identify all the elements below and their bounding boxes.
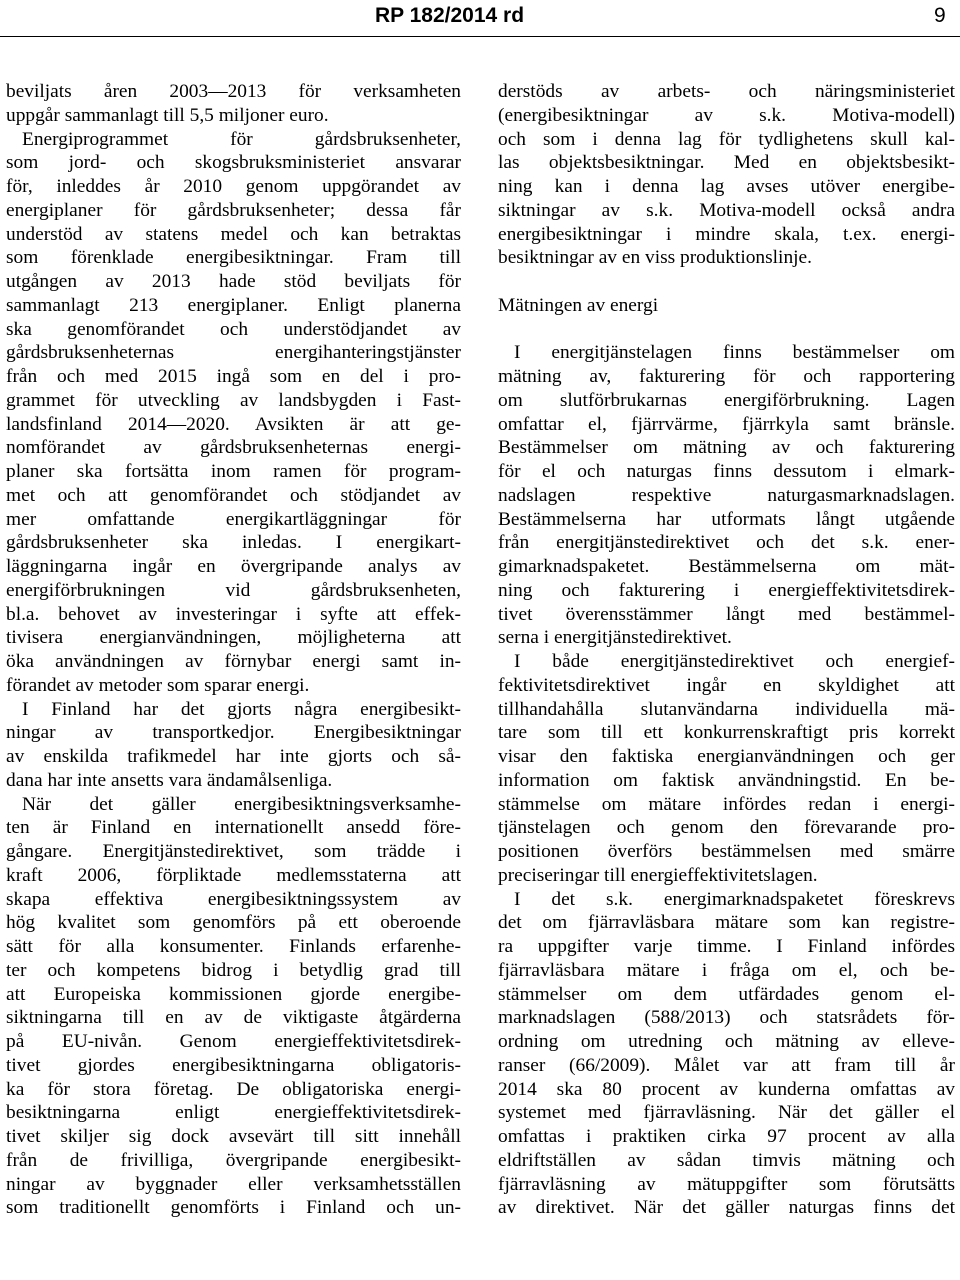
text-line: och som i denna lag för tydlighetens skull kal- <box>498 128 955 150</box>
text-line: utgången av 2013 hade stöd beviljats för <box>6 271 461 292</box>
text-line: tjänstelagen och genom den förevarande pro- <box>498 817 955 839</box>
text-line: fjärravläsbara mätare i fråga om el, och be- <box>498 959 955 981</box>
text-line: I både energitjänstedirektivet och energief- <box>514 651 955 672</box>
text-line: beviljats åren 2003—2013 för verksamheten <box>6 81 461 102</box>
text-line: gimarknadspaketet. Bestämmelserna om mät- <box>498 556 955 577</box>
text-line: av direktivet. När det gäller naturgas finns det <box>498 1197 955 1219</box>
text-line: fektivitetsdirektivet ingår en skyldighet att <box>498 674 955 696</box>
text-line: planer ska fortsätta inom ramen för program- <box>6 461 461 482</box>
header-rule <box>0 36 960 37</box>
text-line: gårdsbruksenheter ska inledas. I energikart- <box>6 532 461 554</box>
text-line: ra uppgifter varje timme. I Finland infördes <box>498 936 955 957</box>
text-line: I det s.k. energimarknadspaketet föreskrevs <box>514 888 955 910</box>
text-line: landsfinland 2014—2020. Avsikten är att ge- <box>6 413 461 435</box>
text-line: som jord- och skogsbruksministeriet ansvarar <box>6 152 461 174</box>
text-line: det om fjärravläsbara mätare som kan registre- <box>498 912 955 934</box>
text-line: tivet överensstämmer långt med bestämmel- <box>498 603 955 625</box>
text-line: omfattas i praktiken cirka 97 procent av alla <box>498 1126 955 1147</box>
text-line: hög kvalitet som genomförs på ett oberoende <box>6 912 461 934</box>
text-line: av enskilda trafikmedel har inte gjorts och så- <box>6 746 461 767</box>
text-line: öka användningen av förnybar energi samt in- <box>6 651 461 672</box>
document-title: RP 182/2014 rd <box>375 4 525 27</box>
text-line: ten är Finland en internationellt ansedd före- <box>6 817 461 839</box>
left-column <box>6 80 461 1280</box>
text-line: som förenklade energibesiktningar. Fram till <box>6 247 461 269</box>
text-line: las objektsbesiktningar. Med en objektsbesikt- <box>498 152 955 174</box>
text-line: Bestämmelser om mätning av och fakturering <box>498 437 955 459</box>
text-line: sätt för alla konsumenter. Finlands erfarenhe- <box>6 936 461 957</box>
text-line: att Europeiska kommissionen gjorde energibe- <box>6 983 461 1005</box>
text-line: på EU-nivån. Genom energieffektivitetsdirek- <box>6 1031 461 1052</box>
text-line: nadslagen respektive naturgasmarknadslagen. <box>498 484 955 506</box>
text-line: mätning av, fakturering för och rapportering <box>498 366 955 387</box>
text-line: understöd av statens medel och kan betraktas <box>6 223 461 245</box>
text-line: Energiprogrammet för gårdsbruksenheter, <box>22 128 461 150</box>
text-line: ning kan i denna lag avses utöver energibe- <box>498 176 955 197</box>
text-line: stämmelse om mätare infördes redan i energi- <box>498 793 955 815</box>
text-line: nomförandet av gårdsbruksenheternas energi- <box>6 437 461 459</box>
text-line: När det gäller energibesiktningsverksamhe- <box>22 793 461 815</box>
text-line: ningar av transportkedjor. Energibesiktningar <box>6 722 461 744</box>
text-line: gårdsbruksenheternas energihanteringstjänster <box>6 342 461 364</box>
text-line: ranser (66/2009). Målet var att fram till år <box>498 1054 955 1076</box>
text-line: energiförbrukningen vid gårdsbruksenheten, <box>6 579 461 601</box>
text-line: kraft 2006, förpliktade medlemsstaterna att <box>6 864 461 886</box>
text-line: tillhandahålla slutanvändarna individuella mä- <box>498 698 955 720</box>
text-line: siktningarna till en av de viktigaste åtgärderna <box>6 1007 461 1029</box>
text-line: grammet för utveckling av landsbygden i Fast- <box>6 389 461 411</box>
text-line: bl.a. behovet av investeringar i syfte att effek- <box>6 603 461 625</box>
text-line: från och med 2015 ingå som en del i pro- <box>6 366 461 387</box>
text-line: gångare. Energitjänstedirektivet, som trädde i <box>6 841 461 862</box>
text-line: tivet gjordes energibesiktningarna obligatoris- <box>6 1054 461 1076</box>
text-line: visar den faktiska energianvändningen och ger <box>498 746 955 767</box>
text-line: I energitjänstelagen finns bestämmelser om <box>514 342 955 364</box>
text-line: dana har inte ansetts vara ändamålsenliga. <box>6 769 333 791</box>
spacer <box>498 270 955 294</box>
section-heading: Mätningen av energi <box>498 294 659 316</box>
text-line: ningar av byggnader eller verksamhetsställen <box>6 1173 461 1195</box>
text-line: sammanlagt 213 energiplaner. Enligt planerna <box>6 294 461 316</box>
text-line: uppgår sammanlagt till 5,5 miljoner euro. <box>6 104 329 126</box>
text-line: ning och fakturering i energieffektivitetsdirek- <box>498 579 955 601</box>
text-line: energiplaner för gårdsbruksenheter; dessa får <box>6 199 461 221</box>
page-number: 9 <box>934 4 946 27</box>
text-line: serna i energitjänstedirektivet. <box>498 627 732 649</box>
text-line: Bestämmelserna har utformats långt utgående <box>498 508 955 530</box>
page-header <box>0 0 960 34</box>
text-line: positionen överförs bestämmelsen med smärre <box>498 841 955 862</box>
text-line: ska genomförandet och understödjandet av <box>6 318 461 340</box>
text-line: besiktningar av en viss produktionslinje. <box>498 247 812 269</box>
text-line: ter och kompetens bidrog i betydlig grad till <box>6 959 461 981</box>
text-line: stämmelser om dem utfärdades genom el- <box>498 983 955 1005</box>
text-line: I Finland har det gjorts några energibesikt- <box>22 698 461 720</box>
text-line: från energitjänstedirektivet och det s.k. ener- <box>498 532 955 554</box>
spacer <box>498 318 955 342</box>
text-line: från de frivilliga, övergripande energibesikt- <box>6 1149 461 1171</box>
text-line: för, inleddes år 2010 genom uppgörandet av <box>6 176 461 197</box>
text-line: mer omfattande energikartläggningar för <box>6 508 461 530</box>
text-line: som traditionellt genomförts i Finland och un- <box>6 1197 461 1219</box>
text-line: för el och naturgas finns dessutom i elmark- <box>498 461 955 482</box>
text-line: ordning om utredning och mätning av elleve- <box>498 1031 955 1052</box>
text-line: marknadslagen (588/2013) och statsrådets för- <box>498 1007 955 1029</box>
text-line: om slutförbrukarnas energiförbrukning. Lagen <box>498 389 955 411</box>
text-line: energibesiktningar i mindre skala, t.ex. energi- <box>498 223 955 245</box>
text-line: 2014 ska 80 procent av kunderna omfattas av <box>498 1078 955 1100</box>
text-line: eldriftställen av sådan timvis mätning och <box>498 1149 955 1171</box>
text-line: met och att genomförandet och stödjandet av <box>6 484 461 506</box>
text-line: fjärravläsning av mätuppgifter som förutsätts <box>498 1173 955 1195</box>
text-line: derstöds av arbets- och näringsministeriet <box>498 81 955 102</box>
text-line: systemet med fjärravläsning. När det gäller el <box>498 1102 955 1124</box>
text-line: förandet av metoder som sparar energi. <box>6 674 310 696</box>
text-line: tare som till ett konkurrenskraftigt pris korrekt <box>498 722 955 744</box>
text-line: tivisera energianvändningen, möjligheterna att <box>6 627 461 649</box>
text-line: information om faktisk användningstid. En be- <box>498 769 955 791</box>
text-line: tivet skiljer sig dock avsevärt till sitt innehåll <box>6 1126 461 1147</box>
text-line: preciseringar till energieffektivitetslagen. <box>498 864 818 886</box>
text-line: ka för stora företag. De obligatoriska energi- <box>6 1078 461 1100</box>
right-column <box>498 80 955 1280</box>
text-line: omfattar el, fjärrvärme, fjärrkyla samt bränsle. <box>498 413 955 435</box>
text-line: läggningarna ingår en övergripande analys av <box>6 556 461 577</box>
text-line: besiktningarna enligt energieffektivitetsdirek- <box>6 1102 461 1124</box>
text-line: (energibesiktningar av s.k. Motiva-modell) <box>498 104 955 126</box>
text-line: siktningar av s.k. Motiva-modell också andra <box>498 199 955 221</box>
text-line: skapa effektiva energibesiktningssystem av <box>6 888 461 910</box>
